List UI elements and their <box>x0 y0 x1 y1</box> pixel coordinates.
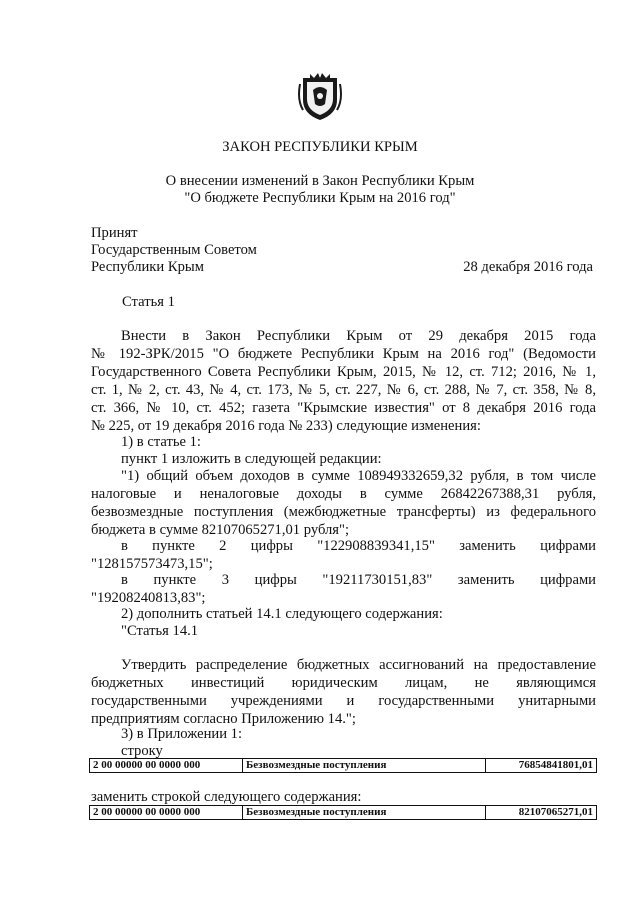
item-1-sub: пункт 1 изложить в следующей редакции: <box>121 451 382 467</box>
paragraph-line: Внести в Закон Республики Крым от 29 декабря 2015 года <box>121 328 596 344</box>
change-line: в пункте 2 цифры "122908839341,15" заменить цифрами <box>121 538 596 554</box>
table-row <box>90 759 597 773</box>
article-text-line: бюджетных инвестиций юридическим лицам, не являющимся <box>91 675 596 691</box>
row-name: Безвозмездные поступления <box>243 759 486 773</box>
item-3-sub: строку <box>121 743 163 759</box>
law-subtitle-line2: "О бюджете Республики Крым на 2016 год" <box>184 190 456 206</box>
quote-line: "1) общий объем доходов в сумме 108949332659,32 рубля, в том числе <box>121 468 596 484</box>
change-line: в пункте 3 цифры "19211730151,83" заменить цифрами <box>121 572 596 588</box>
article-heading: Статья 1 <box>122 294 175 310</box>
old-row-table <box>89 758 597 773</box>
paragraph-line: № 225, от 19 декабря 2016 года № 233) следующие изменения: <box>91 418 481 434</box>
row-code: 2 00 00000 00 0000 000 <box>90 759 243 773</box>
paragraph-line: ст. 366, № 10, ст. 452; газета "Крымские известия" от 8 декабря 2016 года <box>91 400 596 416</box>
adopted-by-line1: Государственным Советом <box>91 242 257 258</box>
quote-line: безвозмездные поступления (межбюджетные трансферты) из федерального <box>91 504 596 520</box>
change-line: "19208240813,83"; <box>91 590 206 606</box>
change-line: "128157573473,15"; <box>91 556 213 572</box>
item-2: 2) дополнить статьей 14.1 следующего содержания: <box>121 606 443 622</box>
article-text-line: Утвердить распределение бюджетных ассигнований на предоставление <box>121 657 596 673</box>
replace-text: заменить строкой следующего содержания: <box>91 789 362 805</box>
point-3-change <box>91 571 596 607</box>
row-name: Безвозмездные поступления <box>243 806 486 820</box>
article-text-line: государственными учреждениями и государственными унитарными <box>91 693 596 709</box>
row-code: 2 00 00000 00 0000 000 <box>90 806 243 820</box>
crimea-coat-of-arms-icon <box>297 70 343 122</box>
quote-point-1 <box>91 467 596 539</box>
point-2-change <box>91 537 596 573</box>
row-amount: 76854841801,01 <box>486 759 597 773</box>
article-14-1-text <box>91 656 596 728</box>
adoption-date: 28 декабря 2016 года <box>463 259 593 275</box>
paragraph-line: ст. 1, № 2, ст. 43, № 4, ст. 173, № 5, ст. 227, № 6, ст. 288, № 7, ст. 358, № 8, <box>91 382 596 398</box>
table-row <box>90 806 597 820</box>
paragraph-line: № 192-ЗРК/2015 "О бюджете Республики Крым на 2016 год" (Ведомости <box>91 346 596 362</box>
row-amount: 82107065271,01 <box>486 806 597 820</box>
article-14-1-heading: "Статья 14.1 <box>121 623 199 639</box>
quote-line: налоговые и неналоговые доходы в сумме 26842267388,31 рубля, <box>91 486 596 502</box>
adopted-by-line2: Республики Крым <box>91 259 204 275</box>
adopted-label: Принят <box>91 225 138 241</box>
law-title: ЗАКОН РЕСПУБЛИКИ КРЫМ <box>222 139 418 155</box>
article-text-line: предприятиям согласно Приложению 14."; <box>91 711 356 727</box>
item-3: 3) в Приложении 1: <box>121 726 243 742</box>
quote-line: бюджета в сумме 82107065271,01 рубля"; <box>91 522 350 538</box>
item-1: 1) в статье 1: <box>121 434 201 450</box>
paragraph-line: Государственного Совета Республики Крым, 2015, № 12, ст. 712; 2016, № 1, <box>91 364 596 380</box>
law-subtitle-line1: О внесении изменений в Закон Республики Крым <box>165 173 475 189</box>
new-row-table <box>89 805 597 820</box>
article-paragraph-1 <box>91 327 596 435</box>
